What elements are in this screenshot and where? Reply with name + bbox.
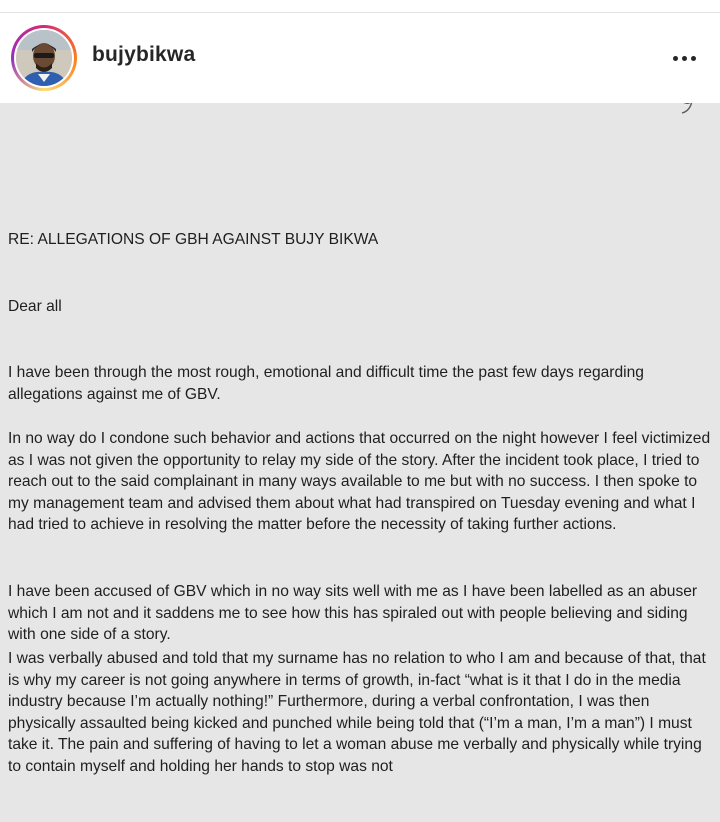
more-options-icon-dot [682, 56, 687, 61]
more-options-button[interactable] [666, 43, 702, 73]
letter-subject: RE: ALLEGATIONS OF GBH AGAINST BUJY BIKWA [8, 231, 379, 248]
avatar-illustration-icon [16, 30, 72, 86]
post-header [0, 13, 720, 103]
username-link[interactable]: bujybikwa [92, 43, 196, 66]
letter-salutation: Dear all [8, 298, 62, 315]
profile-avatar[interactable] [11, 25, 77, 91]
letter-paragraph: I was verbally abused and told that my surname has no relation to who I am and because of that, that is why my career is not going anywhere in terms of growth, in-fact “what is it that I do in the media industry because I’m actually nothing!” Furthermore, during a verbal confrontation, I was then physically assaulted being kicked and punched while being told that (“I’m a man, I’m a man”) I must take it. The pain and suffering of having to let a woman abuse me verbally and physically while trying to contain myself and holding her hands to stop was not [8, 650, 706, 775]
top-divider [0, 0, 720, 13]
signature-fragment-icon [520, 103, 720, 115]
post-image[interactable] [0, 103, 720, 822]
avatar-border [14, 28, 74, 88]
letter-paragraph: I have been through the most rough, emotional and difficult time the past few days regarding allegations against me of GBV. [8, 364, 644, 403]
more-options-icon-dot [691, 56, 696, 61]
letter-paragraph: In no way do I condone such behavior and actions that occurred on the night however I feel victimized as I was not given the opportunity to relay my side of the story. After the incident took place, I tried to reach out to the said complainant in many ways available to me but with no success. I then spoke to my management team and advised them about what had transpired on Tuesday evening and what I had tried to achieve in resolving the matter before the necessity of taking further actions. [8, 430, 711, 533]
more-options-icon [673, 56, 678, 61]
letter-paragraph: I have been accused of GBV which in no way sits well with me as I have been labelled as an abuser which I am not and it saddens me to see how this has spiraled out with people believing and siding with one side of a story. [8, 583, 698, 643]
profile-avatar-icon [16, 30, 72, 86]
